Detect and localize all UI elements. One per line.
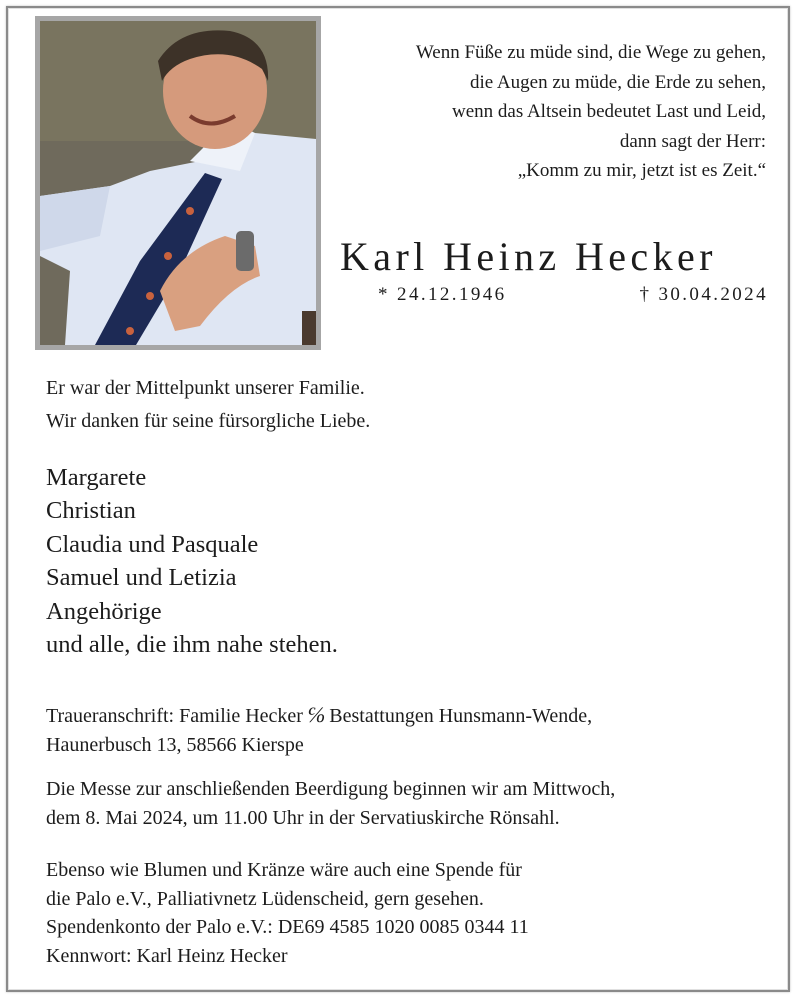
mourner-name: und alle, die ihm nahe stehen. — [46, 631, 338, 659]
tribute-line: Wir danken für seine fürsorgliche Liebe. — [46, 410, 371, 432]
mourner-name: Samuel und Letizia — [46, 564, 237, 592]
mass-line: Die Messe zur anschließenden Beerdigung beginnen wir am Mittwoch, — [46, 778, 616, 800]
portrait-photo — [35, 16, 321, 350]
mourner-name: Christian — [46, 497, 136, 525]
donation-info — [46, 856, 529, 970]
life-dates — [378, 284, 768, 312]
portrait-image — [40, 21, 316, 345]
death-date: † 30.04.2024 — [639, 284, 768, 305]
deceased-name: Karl Heinz Hecker — [340, 234, 717, 279]
poem-line: die Augen zu müde, die Erde zu sehen, — [470, 71, 766, 93]
mourner-name: Claudia und Pasquale — [46, 530, 259, 558]
address-prefix: Traueranschrift: Familie Hecker — [46, 705, 303, 727]
poem-line: „Komm zu mir, jetzt ist es Zeit.“ — [517, 160, 766, 181]
care-of-symbol: ℅ — [306, 702, 326, 727]
poem-line: Wenn Füße zu müde sind, die Wege zu gehen, — [415, 42, 766, 63]
mourner-name: Margarete — [46, 464, 147, 491]
poem — [326, 38, 766, 186]
mourners-list — [46, 461, 338, 661]
donation-line: die Palo e.V., Palliativnetz Lüdenscheid, gern gesehen. — [46, 887, 484, 910]
mourning-address — [46, 701, 592, 759]
donation-line: Ebenso wie Blumen und Kränze wäre auch eine Spende für — [46, 859, 522, 881]
mourner-name: Angehörige — [46, 597, 162, 625]
birth-date: * 24.12.1946 — [378, 284, 507, 305]
mass-line: dem 8. Mai 2024, um 11.00 Uhr in der Servatiuskirche Rönsahl. — [46, 806, 560, 829]
donation-line: Spendenkonto der Palo e.V.: DE69 4585 1020 0085 0344 11 — [46, 916, 529, 938]
address-line-2: Haunerbusch 13, 58566 Kierspe — [46, 733, 304, 756]
tribute-line: Er war der Mittelpunkt unserer Familie. — [46, 377, 365, 399]
address-line-1 — [46, 701, 592, 731]
poem-line: wenn das Altsein bedeutet Last und Leid, — [452, 101, 766, 122]
funeral-mass-info — [46, 775, 615, 832]
address-suffix: Bestattungen Hunsmann-Wende, — [329, 705, 593, 727]
donation-line: Kennwort: Karl Heinz Hecker — [46, 944, 288, 967]
tribute-text — [46, 372, 370, 438]
poem-line: dann sagt der Herr: — [619, 130, 766, 152]
